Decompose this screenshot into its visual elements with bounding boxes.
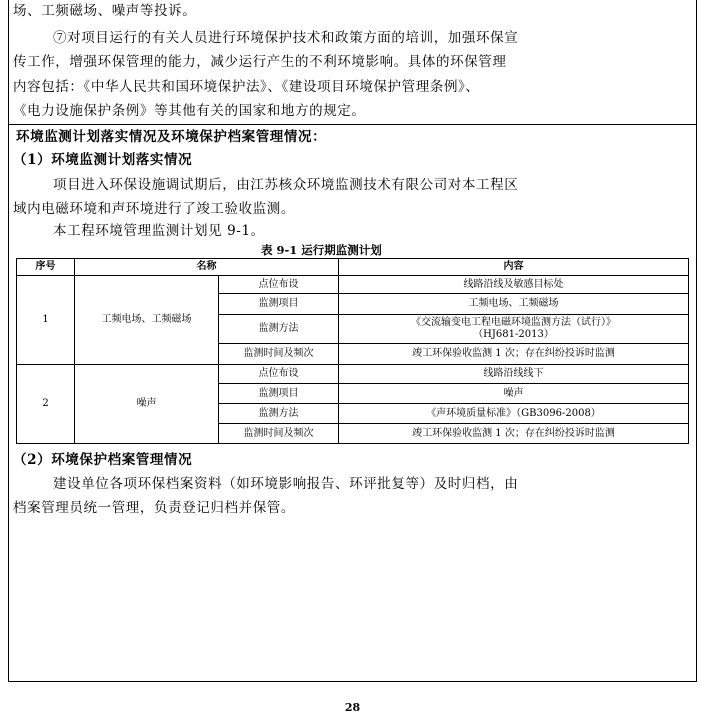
table-caption: 表 9-1 运行期监测计划 <box>261 243 382 257</box>
table-cell: 《声环境质量标准》（GB3096-2008） <box>339 404 689 424</box>
intro-line-3: 内容包括：《中华人民共和国环境保护法》、《建设项目环境保护管理条例》、 <box>13 79 480 95</box>
table-cell: 竣工环保验收监测 1 次；存在纠纷投诉时监测 <box>339 424 689 444</box>
table-cell: 监测时间及频次 <box>219 424 339 444</box>
paragraph-3-line-2: 档案管理员统一管理，负责登记归档并保管。 <box>13 500 295 516</box>
table-cell: 点位布设 <box>219 365 339 384</box>
section-heading: 环境监测计划落实情况及环境保护档案管理情况： <box>16 129 327 145</box>
group-2-name: 噪声 <box>75 365 219 444</box>
table-cell: 线路沿线线下 <box>339 365 689 384</box>
table-cell: 竣工环保验收监测 1 次；存在纠纷投诉时监测 <box>339 344 689 365</box>
table-cell: 监测项目 <box>219 294 339 315</box>
intro-line-2: 传工作，增强环保管理的能力，减少运行产生的不利环境影响。具体的环保管理 <box>13 54 507 70</box>
page-number: 28 <box>344 701 361 714</box>
group-1-no: 1 <box>17 276 75 365</box>
paragraph-2: 本工程环境管理监测计划见 9-1。 <box>53 223 265 239</box>
table-cell: 噪声 <box>339 384 689 404</box>
group-1-name: 工频电场、工频磁场 <box>75 276 219 365</box>
monitoring-plan-table <box>16 258 689 444</box>
subsection-2-title: （2）环境保护档案管理情况 <box>13 452 193 468</box>
subsection-1-title: （1）环境监测计划落实情况 <box>13 152 193 168</box>
table-cell: 监测方法 <box>219 404 339 424</box>
header-name: 名称 <box>75 259 339 276</box>
table-row <box>17 365 689 384</box>
table-cell: 工频电场、工频磁场 <box>339 294 689 315</box>
paragraph-1-line-1: 项目进入环保设施调试期后，由江苏核众环境监测技术有限公司对本工程区 <box>53 177 519 193</box>
table-cell: 线路沿线及敏感目标处 <box>339 276 689 294</box>
group-2-no: 2 <box>17 365 75 444</box>
table-header-row <box>17 259 689 276</box>
table-cell: 监测项目 <box>219 384 339 404</box>
table-cell <box>339 315 689 344</box>
paragraph-1-line-2: 域内电磁环境和声环境进行了竣工验收监测。 <box>13 201 295 217</box>
intro-line-0: 场、工频磁场、噪声等投诉。 <box>13 3 197 19</box>
measures-section <box>9 0 696 125</box>
table-cell: 监测时间及频次 <box>219 344 339 365</box>
method-line-1: 《交流输变电工程电磁环境监测方法（试行）》 <box>411 317 616 328</box>
header-no: 序号 <box>17 259 75 276</box>
table-cell: 监测方法 <box>219 315 339 344</box>
table-row <box>17 276 689 294</box>
table-cell: 点位布设 <box>219 276 339 294</box>
method-line-2: （HJ681-2013） <box>473 329 554 340</box>
document-frame <box>8 0 697 682</box>
intro-line-4: 《电力设施保护条例》等其他有关的国家和地方的规定。 <box>13 103 366 119</box>
intro-line-1: ⑦对项目运行的有关人员进行环境保护技术和政策方面的培训，加强环保宣 <box>53 30 519 46</box>
header-content: 内容 <box>339 259 689 276</box>
paragraph-3-line-1: 建设单位各项环保档案资料（如环境影响报告、环评批复等）及时归档，由 <box>53 476 519 492</box>
